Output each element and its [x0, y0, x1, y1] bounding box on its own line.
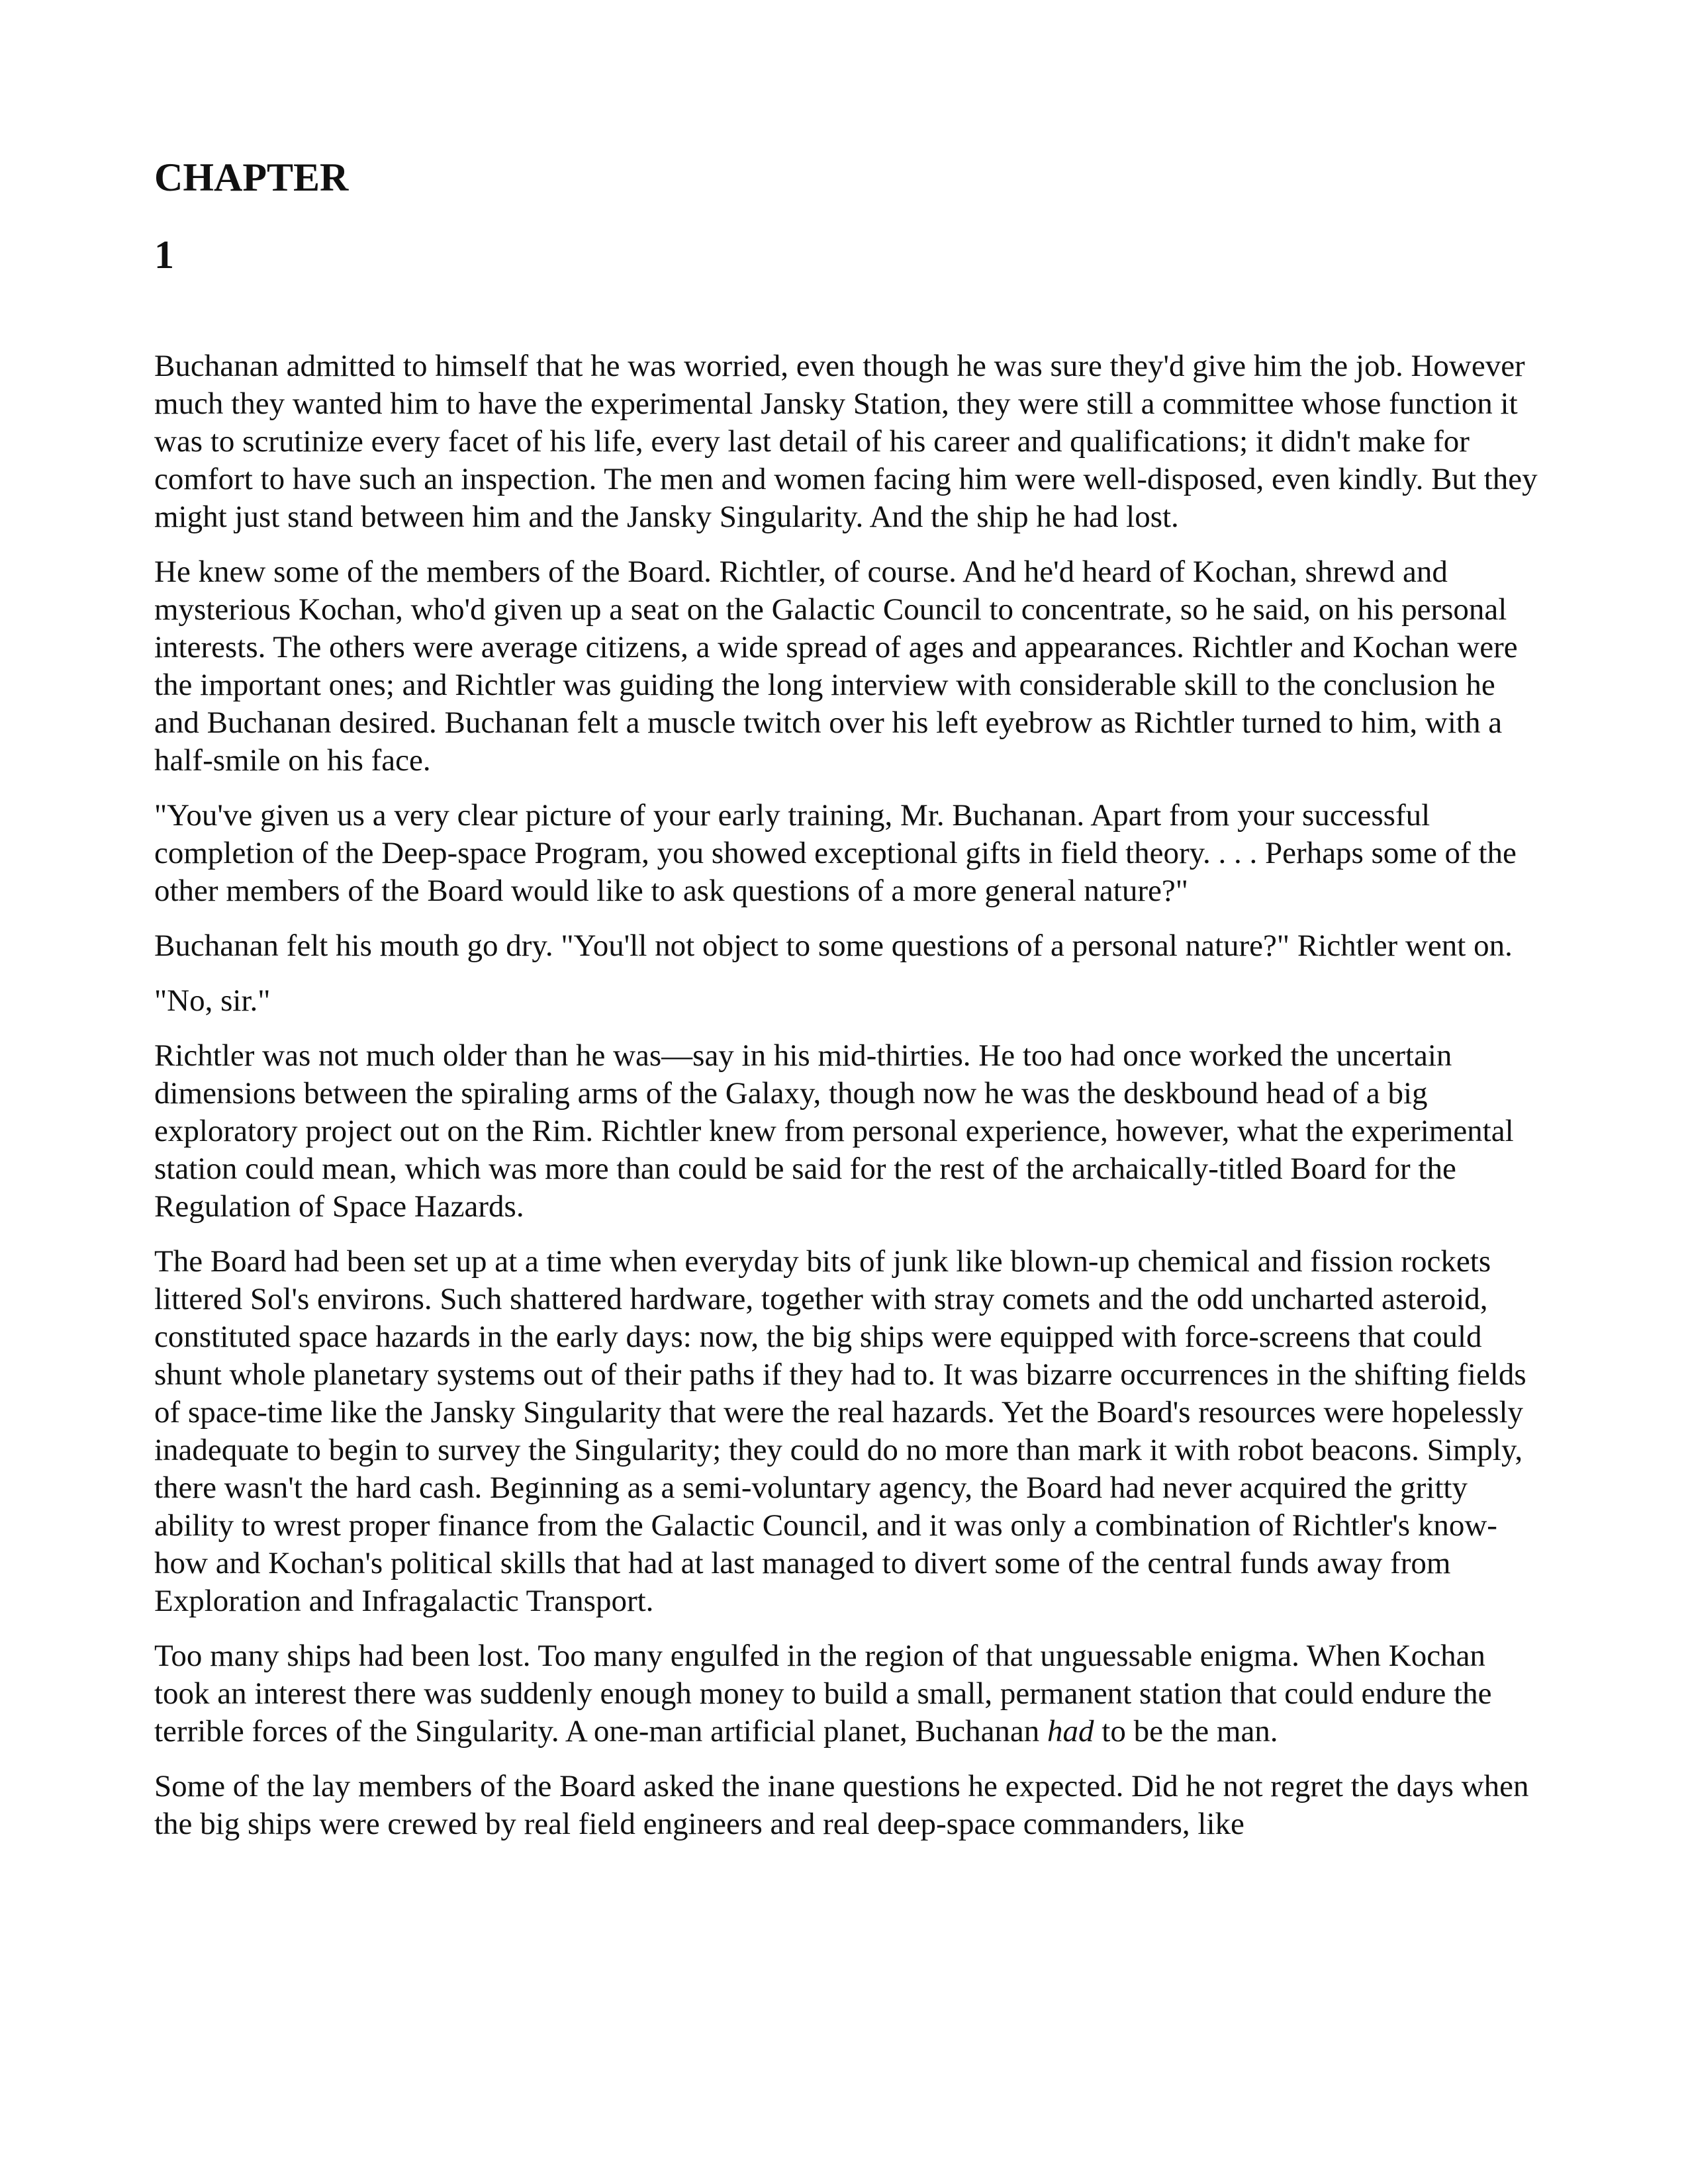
paragraph-6: Richtler was not much older than he was—say in his mid-thirties. He too had once worked the uncertain dimensions between the spiraling arms of the Galaxy, though now he was the deskbound head of a big exploratory project out on the Rim. Richtler knew from personal experience, however, what the experimental station could mean, which was more than could be said for the rest of the archaically-titled Board for the Regulation of Space Hazards.: [154, 1038, 1514, 1224]
chapter-number: 1: [154, 233, 174, 277]
paragraph-7: The Board had been set up at a time when everyday bits of junk like blown-up chemical and fission rockets littered Sol's environs. Such shattered hardware, together with stray comets and the odd uncharted asteroid, constituted space hazards in the early days: now, the big ships were equipped with force-screens that could shunt whole planetary systems out of their paths if they had to. It was bizarre occurrences in the shifting fields of space-time like the Jansky Singularity that were the real hazards. Yet the Board's resources were hopelessly inadequate to begin to survey the Singularity; they could do no more than mark it with robot beacons. Simply, there wasn't the hard cash. Beginning as a semi-voluntary agency, the Board had never acquired the gritty ability to wrest proper finance from the Galactic Council, and it was only a combination of Richtler's know-how and Kochan's political skills that had at last managed to divert some of the central funds away from Exploration and Infragalactic Transport.: [154, 1244, 1526, 1618]
chapter-body: [154, 347, 1538, 1860]
emphasis-had: had: [1047, 1714, 1094, 1749]
chapter-label: CHAPTER: [154, 156, 349, 199]
paragraph-8: [154, 1637, 1538, 1751]
paragraph-5: "No, sir.": [154, 983, 271, 1018]
paragraph-8-end: to be the man.: [1094, 1714, 1278, 1749]
paragraph-1: Buchanan admitted to himself that he was worried, even though he was sure they'd give him the job. However much they wanted him to have the experimental Jansky Station, they were still a committee whose function it was to scrutinize every facet of his life, every last detail of his career and qualifications; it didn't make for comfort to have such an inspection. The men and women facing him were well-disposed, even kindly. But they might just stand between him and the Jansky Singularity. And the ship he had lost.: [154, 349, 1538, 534]
paragraph-4: Buchanan felt his mouth go dry. "You'll not object to some questions of a personal nature?" Richtler went on.: [154, 929, 1513, 963]
paragraph-2: He knew some of the members of the Board. Richtler, of course. And he'd heard of Kochan, shrewd and mysterious Kochan, who'd given up a seat on the Galactic Council to concentrate, so he said, on his personal interests. The others were average citizens, a wide spread of ages and appearances. Richtler and Kochan were the important ones; and Richtler was guiding the long interview with considerable skill to the conclusion he and Buchanan desired. Buchanan felt a muscle twitch over his left eyebrow as Richtler turned to him, with a half-smile on his face.: [154, 555, 1518, 778]
paragraph-9: Some of the lay members of the Board asked the inane questions he expected. Did he not regret the days when the big ships were crewed by real field engineers and real deep-space commanders, like: [154, 1769, 1529, 1841]
paragraph-8-start: Too many ships had been lost. Too many engulfed in the region of that unguessable enigma. When Kochan took an interest there was suddenly enough money to build a small, permanent station that could endure the terrible forces of the Singularity. A one-man artificial planet, Buchanan: [154, 1639, 1492, 1749]
paragraph-3: "You've given us a very clear picture of your early training, Mr. Buchanan. Apart from your successful completion of the Deep-space Program, you showed exceptional gifts in field theory. . . . Perhaps some of the other members of the Board would like to ask questions of a more general nature?": [154, 798, 1517, 908]
